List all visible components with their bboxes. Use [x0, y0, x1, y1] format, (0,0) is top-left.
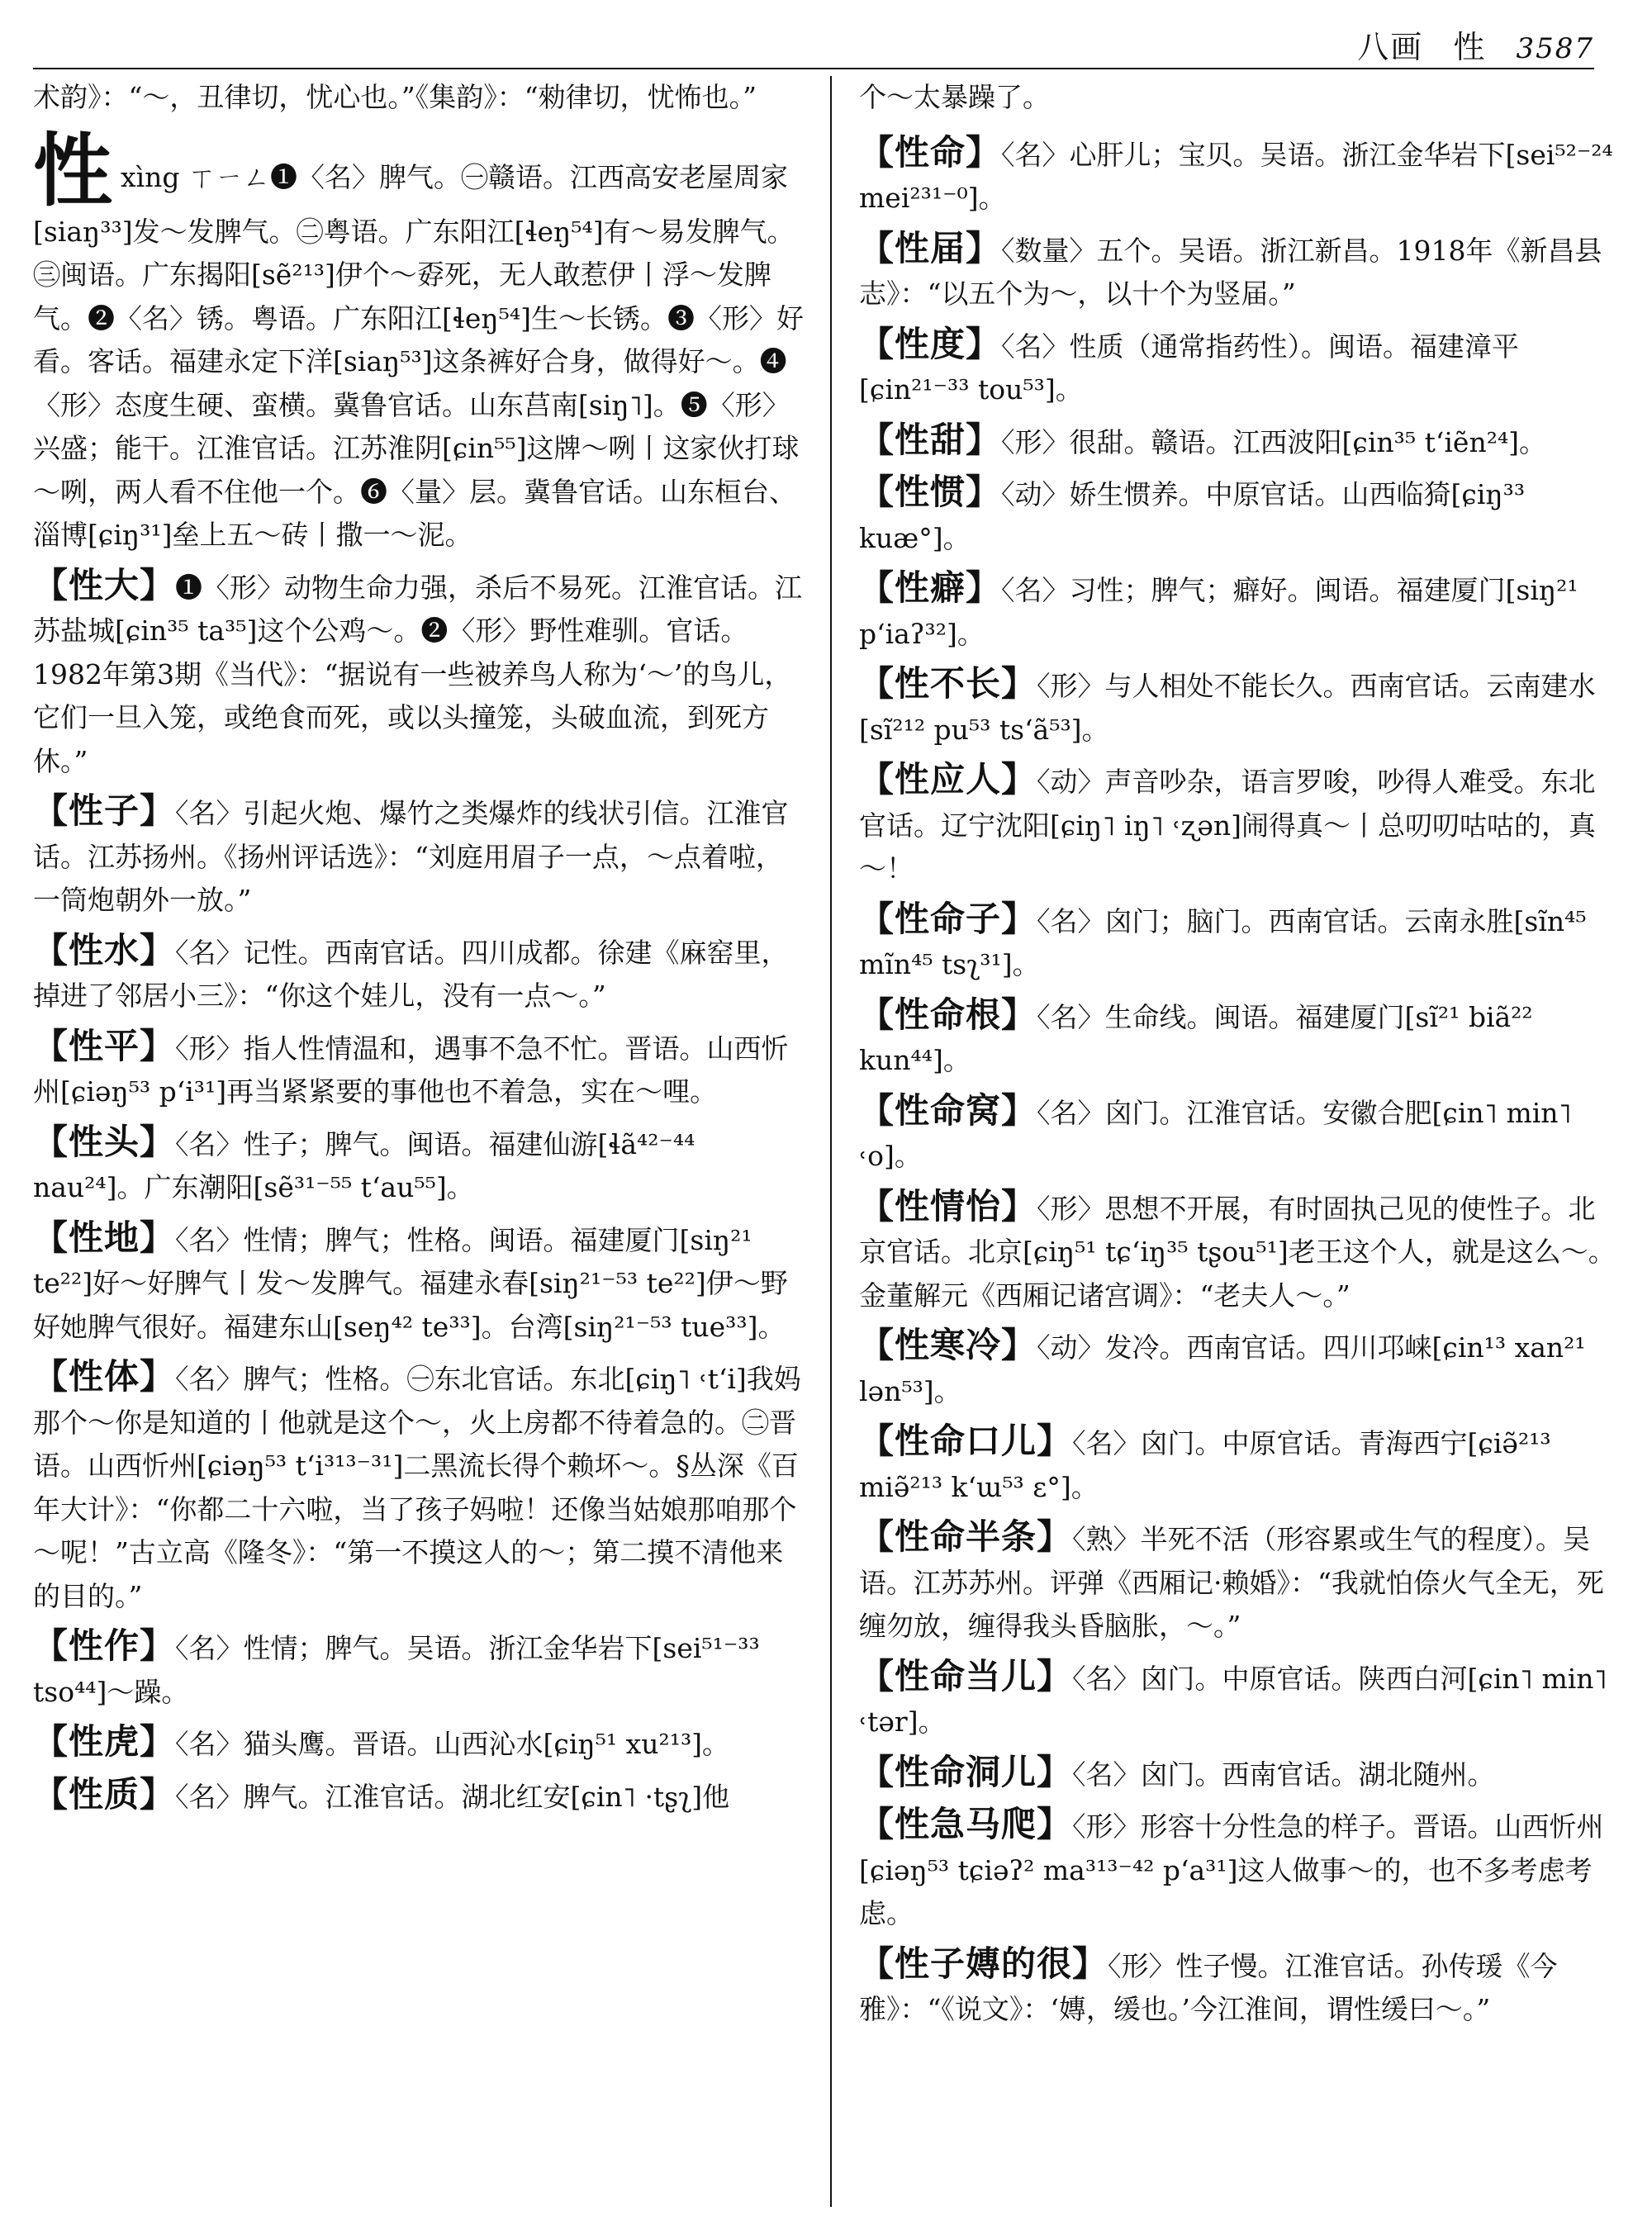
- entry-term: 【性癖】: [859, 567, 1002, 608]
- dictionary-entry: [859, 1751, 1619, 1797]
- entry-term: 【性甜】: [859, 419, 1002, 460]
- dictionary-entry: [859, 994, 1619, 1083]
- entry-definition: 〈名〉性情；脾气。吴语。浙江金华岩下[sei⁵¹⁻³³ tso⁴⁴]～躁。: [33, 1632, 760, 1708]
- entry-term: 【性质】: [33, 1773, 176, 1815]
- left-column: [33, 76, 805, 1825]
- right-column: [859, 76, 1619, 2038]
- dictionary-entry: [33, 1625, 805, 1714]
- entry-term: 【性情怡】: [859, 1185, 1037, 1226]
- entry-definition: 〈形〉性子慢。江淮官话。孙传瑗《今雅》：“《说文》：‘嫥，缓也。’今江淮间，谓性缓曰～。”: [859, 1949, 1558, 2025]
- dictionary-entry: [33, 1025, 805, 1114]
- entry-definition: 〈名〉引起火炮、爆竹之类爆炸的线状引信。江淮官话。江苏扬州。《扬州评话选》：“刘庭用眉子一点，～点着啦，一筒炮朝外一放。”: [33, 797, 789, 916]
- entry-definition: 〈名〉囟门。中原官话。青海西宁[ɕiə̃²¹³ miə̃²¹³ kʻɯ⁵³ ɛ°]。: [859, 1427, 1551, 1503]
- entry-definition: 〈名〉性情；脾气；性格。闽语。福建厦门[siŋ²¹ te²²]好～好脾气丨发～发脾气。福建永春[siŋ²¹⁻⁵³ te²²]伊～野好她脾气很好。福建东山[seŋ⁴² te³³]。台湾[siŋ²¹⁻⁵³ tue³³]。: [33, 1223, 788, 1343]
- entry-term: 【性大】: [33, 564, 176, 605]
- dictionary-entry: [859, 1089, 1619, 1179]
- dictionary-entry: [859, 131, 1619, 221]
- entry-definition: 〈形〉思想不开展，有时固执己见的使性子。北京官话。北京[ɕiŋ⁵¹ tɕʻiŋ³⁵ tʂou⁵¹]老王这个人，就是这么～。金董解元《西厢记诸宫调》：“老夫人～。”: [859, 1192, 1616, 1312]
- entry-definition: 〈形〉指人性情温和，遇事不急不忙。晋语。山西忻州[ɕiəŋ⁵³ pʻi³¹]再当紧紧要的事他也不着急，实在～哩。: [33, 1032, 789, 1108]
- entry-definition: 个～太暴躁了。: [859, 81, 1050, 113]
- section-label: 八画: [1357, 29, 1424, 65]
- dictionary-entry: [33, 76, 805, 120]
- dictionary-entry: [859, 419, 1619, 465]
- column-divider: [830, 76, 832, 2207]
- entry-definition: 〈名〉生命线。闽语。福建厦门[sĩ²¹ biã²² kun⁴⁴]。: [859, 1000, 1533, 1076]
- entry-term: 【性寒冷】: [859, 1325, 1037, 1365]
- entry-term: 【性届】: [859, 227, 1002, 268]
- dictionary-entry: [859, 1420, 1619, 1509]
- entry-term: 【性命子】: [859, 898, 1037, 939]
- dictionary-entry: [33, 1720, 805, 1767]
- entry-term: 【性应人】: [859, 759, 1037, 799]
- entry-definition: 〈动〉声音吵杂，语言罗唆，吵得人难受。东北官话。辽宁沈阳[ɕiŋ˥ iŋ˥ ˓ʐən]闹得真～丨总叨叨咕咕的，真～！: [859, 766, 1596, 885]
- entry-definition: 〈名〉猫头鹰。晋语。山西沁水[ɕiŋ⁵¹ xu²¹³]。: [175, 1728, 730, 1760]
- entry-definition: 〈名〉习性；脾气；癖好。闽语。福建厦门[siŋ²¹ pʻiaʔ³²]。: [859, 574, 1578, 650]
- dictionary-entry: [33, 1217, 805, 1350]
- entry-definition: 〈形〉很甜。赣语。江西波阳[ɕin³⁵ tʻiẽn²⁴]。: [1001, 425, 1547, 458]
- entry-term: 【性作】: [33, 1625, 176, 1666]
- entry-definition: 〈形〉形容十分性急的样子。晋语。山西忻州[ɕiəŋ⁵³ tɕiəʔ² ma³¹³⁻⁴² pʻa³¹]这人做事～的，也不多考虑考虑。: [859, 1810, 1604, 1929]
- entry-definition: 〈名〉囟门。中原官话。陕西白河[ɕin˥ min˥ ˓tər]。: [859, 1662, 1607, 1738]
- entry-term: 【性地】: [33, 1217, 176, 1258]
- dictionary-entry: [33, 1355, 805, 1618]
- entry-term: 【性不长】: [859, 663, 1037, 704]
- entry-definition: ❶〈形〉动物生命力强，杀后不易死。江淮官话。江苏盐城[ɕin³⁵ ta³⁵]这个公鸡～。❷〈形〉野性难驯。官话。1982年第3期《当代》：“据说有一些被养鸟人称为‘～’的鸟儿，它们一旦入笼，或绝食而死，或以头撞笼，头破血流，到死方休。”: [33, 571, 803, 777]
- dictionary-entry: [859, 1516, 1619, 1649]
- entry-term: 【性头】: [33, 1121, 176, 1162]
- dictionary-entry: [33, 790, 805, 923]
- entry-definition: 〈名〉心肝儿；宝贝。吴语。浙江金华岩下[sei⁵²⁻²⁴ mei²³¹⁻⁰]。: [859, 138, 1613, 214]
- entry-definition: 〈数量〉五个。吴语。浙江新昌。1918年《新昌县志》：“以五个为～，以十个为竖届。”: [859, 234, 1602, 310]
- entry-term: 【性水】: [33, 929, 176, 970]
- entry-definition: 〈名〉记性。西南官话。四川成都。徐建《麻窑里，掉进了邻居小三》：“你这个娃儿，没有一点～。”: [33, 936, 789, 1012]
- header-rule: [33, 68, 1594, 69]
- entry-term: 【性命根】: [859, 994, 1037, 1035]
- dictionary-entry: [859, 76, 1619, 120]
- page-number: 3587: [1516, 32, 1594, 65]
- entry-term: 【性命窝】: [859, 1089, 1037, 1131]
- entry-term: 【性子】: [33, 790, 176, 831]
- entry-term: 【性命口儿】: [859, 1421, 1073, 1461]
- entry-definition: 〈名〉囟门；脑门。西南官话。云南永胜[sĩn⁴⁵ mĩn⁴⁵ tsʅ³¹]。: [859, 904, 1587, 980]
- entry-term: 【性体】: [33, 1356, 176, 1397]
- dictionary-entry: [859, 758, 1619, 891]
- running-head: [1339, 21, 1594, 67]
- entry-definition: 〈名〉囟门。江淮官话。安徽合肥[ɕin˥ min˥ ˓o]。: [859, 1096, 1572, 1172]
- entry-term: 【性子嫥的很】: [859, 1943, 1108, 1984]
- page-header: [33, 15, 1594, 66]
- head-character: 性: [33, 123, 112, 217]
- entry-definition: 术韵》：“～，丑律切，忧心也。”《集韵》：“勑律切，忧怖也。”: [33, 81, 757, 113]
- entry-definition: 〈名〉性子；脾气。闽语。福建仙游[ɬã⁴²⁻⁴⁴ nau²⁴]。广东潮阳[sẽ³¹⁻⁵⁵ tʻau⁵⁵]。: [33, 1127, 695, 1203]
- dictionary-entry: [859, 227, 1619, 316]
- dictionary-entry: [33, 123, 805, 558]
- entry-definition: 〈名〉脾气；性格。㊀东北官话。东北[ɕiŋ˥ ˓tʻi]我妈那个～你是知道的丨他就是这个～，火上房都不待着急的。㊁晋语。山西忻州[ɕiəŋ⁵³ tʻi³¹³⁻³¹]二黑流长得个赖坏～。§丛深《百年大计》：“你都二十六啦，当了孩子妈啦！还像当姑娘那咱那个～呢！”古立高《隆冬》：“第一不摸这人的～；第二摸不清他来的目的。”: [33, 1363, 801, 1612]
- entry-definition: 〈动〉发冷。西南官话。四川邛崃[ɕin¹³ xan²¹ lən⁵³]。: [859, 1331, 1586, 1407]
- entry-term: 【性命当儿】: [859, 1655, 1073, 1696]
- dictionary-entry: [33, 564, 805, 784]
- dictionary-entry: [859, 1655, 1619, 1744]
- dictionary-entry: [33, 929, 805, 1018]
- entry-term: 【性命半条】: [859, 1516, 1073, 1557]
- dictionary-entry: [859, 567, 1619, 656]
- entry-term: 【性平】: [33, 1025, 176, 1066]
- dictionary-entry: [859, 1943, 1619, 2032]
- dictionary-entry: [859, 1324, 1619, 1413]
- entry-definition: 〈形〉与人相处不能长久。西南官话。云南建水[sĩ²¹² pu⁵³ tsʻã⁵³]。: [859, 670, 1596, 746]
- dictionary-entry: [33, 1773, 805, 1820]
- entry-definition: 〈动〉娇生惯养。中原官话。山西临猗[ɕiŋ³³ kuæ°]。: [859, 478, 1526, 554]
- entry-definition: 〈名〉脾气。江淮官话。湖北红安[ɕin˥ ·tʂʅ]他: [175, 1780, 730, 1813]
- dictionary-entry: [859, 323, 1619, 412]
- entry-definition: 〈熟〉半死不活（形容累或生气的程度）。吴语。江苏苏州。评弹《西厢记·赖婚》：“我就怕倷火气全无，死缠勿放，缠得我头昏脑胀，～。”: [859, 1523, 1604, 1642]
- entry-term: 【性急马爬】: [859, 1804, 1073, 1844]
- entry-term: 【性虎】: [33, 1721, 176, 1762]
- dictionary-entry: [33, 1121, 805, 1210]
- entry-term: 【性度】: [859, 323, 1002, 364]
- head-character: 性: [1453, 29, 1487, 65]
- dictionary-entry: [859, 471, 1619, 560]
- entry-term: 【性命】: [859, 131, 1002, 173]
- dictionary-entry: [859, 898, 1619, 987]
- dictionary-entry: [859, 1803, 1619, 1936]
- dictionary-entry: [859, 662, 1619, 752]
- entry-term: 【性惯】: [859, 472, 1002, 512]
- entry-definition: xìng ㄒㄧㄥ❶〈名〉脾气。㊀赣语。江西高安老屋周家[siaŋ³³]发～发脾气。㊁粤语。广东阳江[ɬeŋ⁵⁴]有～易发脾气。㊂闽语。广东揭阳[sẽ²¹³]伊个～孬死，无人敢惹伊丨浮～发脾气。❷〈名〉锈。粤语。广东阳江[ɬeŋ⁵⁴]生～长锈。❸〈形〉好看。客话。福建永定下洋[siaŋ⁵³]这条裤好合身，做得好～。❹〈形〉态度生硬、蛮横。冀鲁官话。山东莒南[siŋ˥]。❺〈形〉兴盛；能干。江淮官话。江苏淮阴[ɕin⁵⁵]这牌～咧丨这家伙打球～咧，两人看不住他一个。❻〈量〉层。冀鲁官话。山东桓台、淄博[ɕiŋ³¹]垒上五～砖丨撒一～泥。: [33, 160, 804, 551]
- entry-term: 【性命洞儿】: [859, 1751, 1073, 1792]
- entry-definition: 〈名〉性质（通常指药性）。闽语。福建漳平[ɕin²¹⁻³³ tou⁵³]。: [859, 330, 1520, 406]
- dictionary-entry: [859, 1185, 1619, 1318]
- entry-definition: 〈名〉囟门。西南官话。湖北随州。: [1072, 1758, 1495, 1791]
